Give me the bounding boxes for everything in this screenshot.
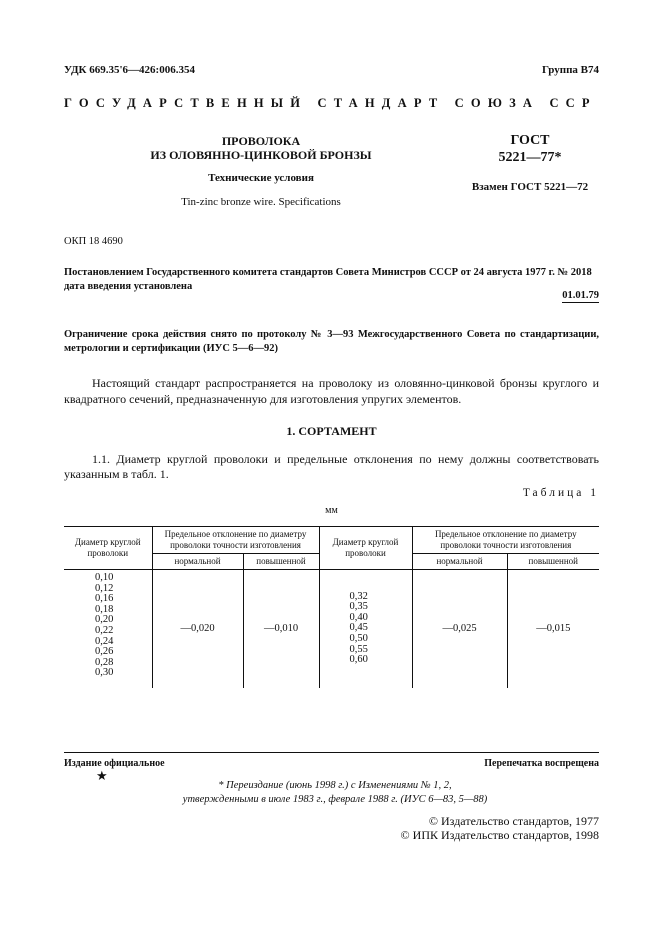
header-diameter-1: Диаметр круглой проволоки: [64, 527, 152, 570]
group1-diameter-value: 0,10: [95, 572, 114, 583]
reissue-note: [140, 779, 530, 807]
copyright-1: © Издательство стандартов, 1977: [428, 814, 599, 828]
section-title: 1. СОРТАМЕНТ: [286, 424, 377, 438]
group1-diameter-value: 0,12: [95, 582, 114, 594]
reissue-line-2: утвержденными в июле 1983 г., феврале 1988 г. (ИУС 6—83, 5—88): [182, 794, 488, 805]
diameter-deviation-table: [64, 526, 599, 688]
document-title: [145, 134, 377, 162]
copyright-2: © ИПК Издательство стандартов, 1998: [400, 828, 599, 842]
group1-diameter-value: 0,26: [95, 646, 114, 658]
state-standard-banner: ГОСУДАРСТВЕННЫЙ СТАНДАРТ СОЮЗА ССР: [64, 96, 597, 110]
gost-label: ГОСТ: [510, 133, 550, 148]
group2-diameter-value: 0,40: [349, 611, 368, 623]
document-subtitle: Технические условия: [208, 172, 314, 184]
star-icon: ★: [96, 768, 108, 783]
english-title: Tin-zinc bronze wire. Specifications: [181, 196, 341, 208]
group1-diameter-value: 0,16: [95, 593, 114, 605]
gost-number: 5221—77*: [498, 150, 562, 165]
footer-divider: [64, 752, 599, 753]
header-normal-2: нормальной: [412, 554, 507, 570]
table-row: [64, 570, 599, 688]
group2-diameter-value: 0,60: [349, 654, 368, 666]
copyright-block: [401, 814, 599, 842]
normal-deviation-2: —0,025: [412, 570, 507, 688]
header-diameter-2: Диаметр круглой проволоки: [319, 527, 412, 570]
table-caption: Таблица 1: [522, 487, 599, 499]
group2-diameter-value: 0,35: [349, 601, 368, 613]
udk-code: УДК 669.35'6—426:006.354: [64, 64, 195, 76]
header-increased-1: повышенной: [243, 554, 319, 570]
group1-diameter-value: 0,20: [95, 614, 114, 626]
title-line-1: ПРОВОЛОКА: [221, 134, 301, 148]
increased-deviation-1: —0,010: [243, 570, 319, 688]
reprint-prohibited: Перепечатка воспрещена: [484, 758, 599, 769]
okp-code: ОКП 18 4690: [64, 236, 123, 247]
group1-diameter-value: 0,18: [95, 603, 114, 615]
validity-limit-note: Ограничение срока действия снято по протоколу № 3—93 Межгосударственного Совета по стандартизации, метрологии и сертификации (ИУС 5—6—92): [64, 329, 599, 354]
header-deviation-2: Предельное отклонение по диаметру проволоки точности изготовления: [412, 527, 599, 554]
group2-diameter-value: 0,32: [349, 590, 368, 602]
header-normal-1: нормальной: [152, 554, 243, 570]
group2-diameter-value: 0,45: [349, 622, 368, 634]
diameter-values-2: [350, 592, 368, 666]
group-code: Группа В74: [541, 64, 599, 76]
increased-deviation-2: —0,015: [507, 570, 599, 688]
group1-diameter-value: 0,24: [95, 635, 114, 647]
group1-diameter-value: 0,22: [95, 624, 114, 636]
gost-designation: [470, 132, 590, 166]
diameter-list-2: [319, 570, 412, 688]
header-deviation-1: Предельное отклонение по диаметру проволоки точности изготовления: [152, 527, 319, 554]
diameter-values-1: [95, 573, 113, 679]
decree-text: Постановлением Государственного комитета стандартов Совета Министров СССР от 24 августа 1977 г. № 2018 дата введения установлена: [64, 267, 592, 292]
effective-date: 01.01.79: [562, 290, 599, 301]
title-line-2: ИЗ ОЛОВЯННО-ЦИНКОВОЙ БРОНЗЫ: [150, 148, 372, 162]
replaces-standard: Взамен ГОСТ 5221—72: [471, 181, 589, 193]
group1-diameter-value: 0,30: [95, 667, 114, 679]
intro-paragraph: Настоящий стандарт распространяется на проволоку из оловянно-цинковой бронзы круглого и квадратного сечений, предназначенную для изготовления упругих элементов.: [64, 376, 599, 406]
normal-deviation-1: —0,020: [152, 570, 243, 688]
diameter-list-1: [64, 570, 152, 688]
group2-diameter-value: 0,55: [349, 643, 368, 655]
official-edition: Издание официальное: [64, 758, 165, 769]
header-increased-2: повышенной: [507, 554, 599, 570]
reissue-line-1: * Переиздание (июнь 1998 г.) с Изменениями № 1, 2,: [218, 780, 452, 791]
table-unit: мм: [325, 505, 338, 516]
group1-diameter-value: 0,28: [95, 656, 114, 668]
group2-diameter-value: 0,50: [349, 633, 368, 645]
paragraph-1-1: 1.1. Диаметр круглой проволоки и предельные отклонения по нему должны соответствовать указанным в табл. 1.: [64, 452, 599, 481]
